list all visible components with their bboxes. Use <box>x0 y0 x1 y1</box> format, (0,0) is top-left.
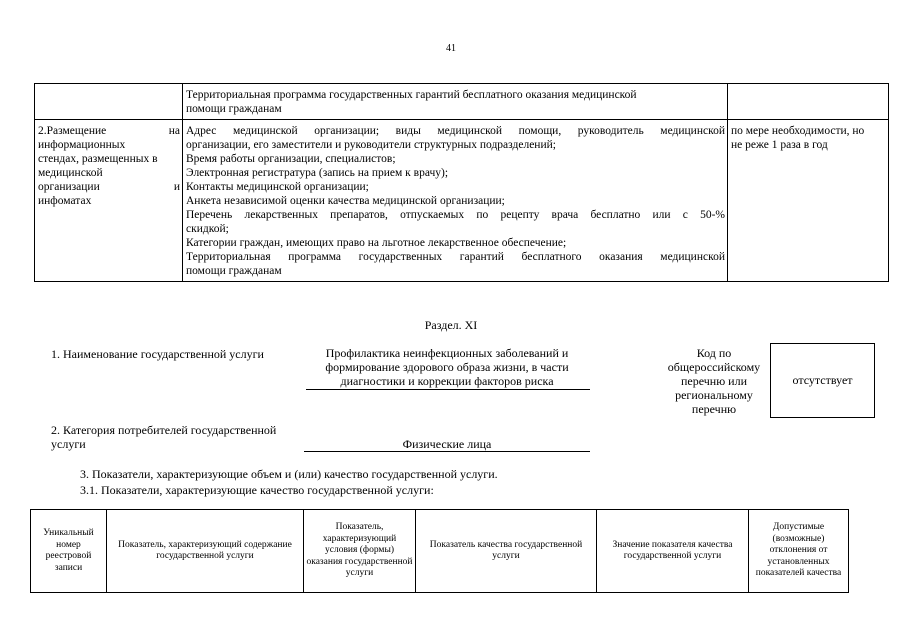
text-line: диагностики и коррекции факторов риска <box>340 374 554 388</box>
table-row <box>35 120 889 282</box>
table-cell-empty <box>35 84 183 120</box>
text-line: Время работы организации, специалистов; <box>186 153 396 165</box>
text-line: помощи гражданам <box>186 265 282 277</box>
table-cell-method <box>35 120 183 282</box>
text-line: помощи гражданам <box>186 103 282 115</box>
heading-indicators: 3. Показатели, характеризующие объем и (или) качество государственной услуги. <box>80 467 498 481</box>
text-line: Территориальная программа государственных гарантий бесплатного оказания медицинской <box>186 89 637 101</box>
text-line: общероссийскому <box>667 360 761 374</box>
category-value: Физические лица <box>402 437 492 451</box>
code-value: отсутствует <box>792 373 853 387</box>
category-underline <box>304 451 590 452</box>
text-line: услуги <box>51 437 86 451</box>
text-line: скидкой; <box>186 223 229 235</box>
code-label <box>658 346 770 416</box>
column-header: Показатель качества государственной услуги <box>416 510 597 593</box>
text-line: формирование здорового образа жизни, в части <box>325 360 569 374</box>
table-cell-content <box>183 120 728 282</box>
text-line: 2.Размещение на <box>38 125 180 137</box>
text-line: стендах, размещенных в <box>38 153 158 165</box>
text-line: инфоматах <box>38 195 92 207</box>
text-line: региональному <box>675 388 753 402</box>
text-line: организации, его заместители и руководители структурных подразделений; <box>186 139 556 151</box>
text-line: информационных <box>38 139 126 151</box>
text-line: Профилактика неинфекционных заболеваний и <box>325 346 569 360</box>
text-line: Контакты медицинской организации; <box>186 181 369 193</box>
category-label <box>51 423 301 451</box>
column-header: Показатель, характеризующий содержание государственной услуги <box>107 510 304 593</box>
service-name <box>304 346 590 388</box>
table-row <box>35 84 889 120</box>
table-header-row <box>31 510 849 593</box>
page-number: 41 <box>446 43 456 54</box>
table-cell-frequency <box>728 120 889 282</box>
quality-indicators-table <box>30 509 849 593</box>
column-header: Значение показателя качества государственной услуги <box>597 510 749 593</box>
text-line: перечню <box>691 402 737 416</box>
text-line: Перечень лекарственных препаратов, отпускаемых по рецепту врача бесплатно или с 50-% <box>186 209 725 221</box>
text-line: медицинской <box>38 167 103 179</box>
service-name-label: 1. Наименование государственной услуги <box>51 347 264 361</box>
text-line: Анкета независимой оценки качества медицинской организации; <box>186 195 505 207</box>
text-line: Территориальная программа государственных гарантий бесплатного оказания медицинской <box>186 251 725 263</box>
text-line: Адрес медицинской организации; виды медицинской помощи, руководитель медицинской <box>186 125 725 137</box>
column-header: Показатель, характеризующий условия (формы) оказания государственной услуги <box>304 510 416 593</box>
text-line: не реже 1 раза в год <box>731 139 828 151</box>
table-cell-content <box>183 84 728 120</box>
code-value-box <box>770 343 875 418</box>
text-line: по мере необходимости, но <box>731 125 865 137</box>
column-header: Допустимые (возможные) отклонения от установленных показателей качества <box>749 510 849 593</box>
table-cell-empty <box>728 84 889 120</box>
text-line: организации и <box>38 181 180 193</box>
text-line: Категории граждан, имеющих право на льготное лекарственное обеспечение; <box>186 237 567 249</box>
column-header: Уникальный номер реестровой записи <box>31 510 107 593</box>
text-line: Код по <box>696 346 732 360</box>
information-table <box>34 83 889 282</box>
service-name-underline <box>306 389 590 390</box>
heading-quality-indicators: 3.1. Показатели, характеризующие качество государственной услуги: <box>80 483 434 497</box>
text-line: перечню или <box>680 374 748 388</box>
text-line: 2. Категория потребителей государственной <box>51 423 277 437</box>
text-line: Электронная регистратура (запись на прием к врачу); <box>186 167 449 179</box>
section-title: Раздел. XI <box>424 318 478 332</box>
